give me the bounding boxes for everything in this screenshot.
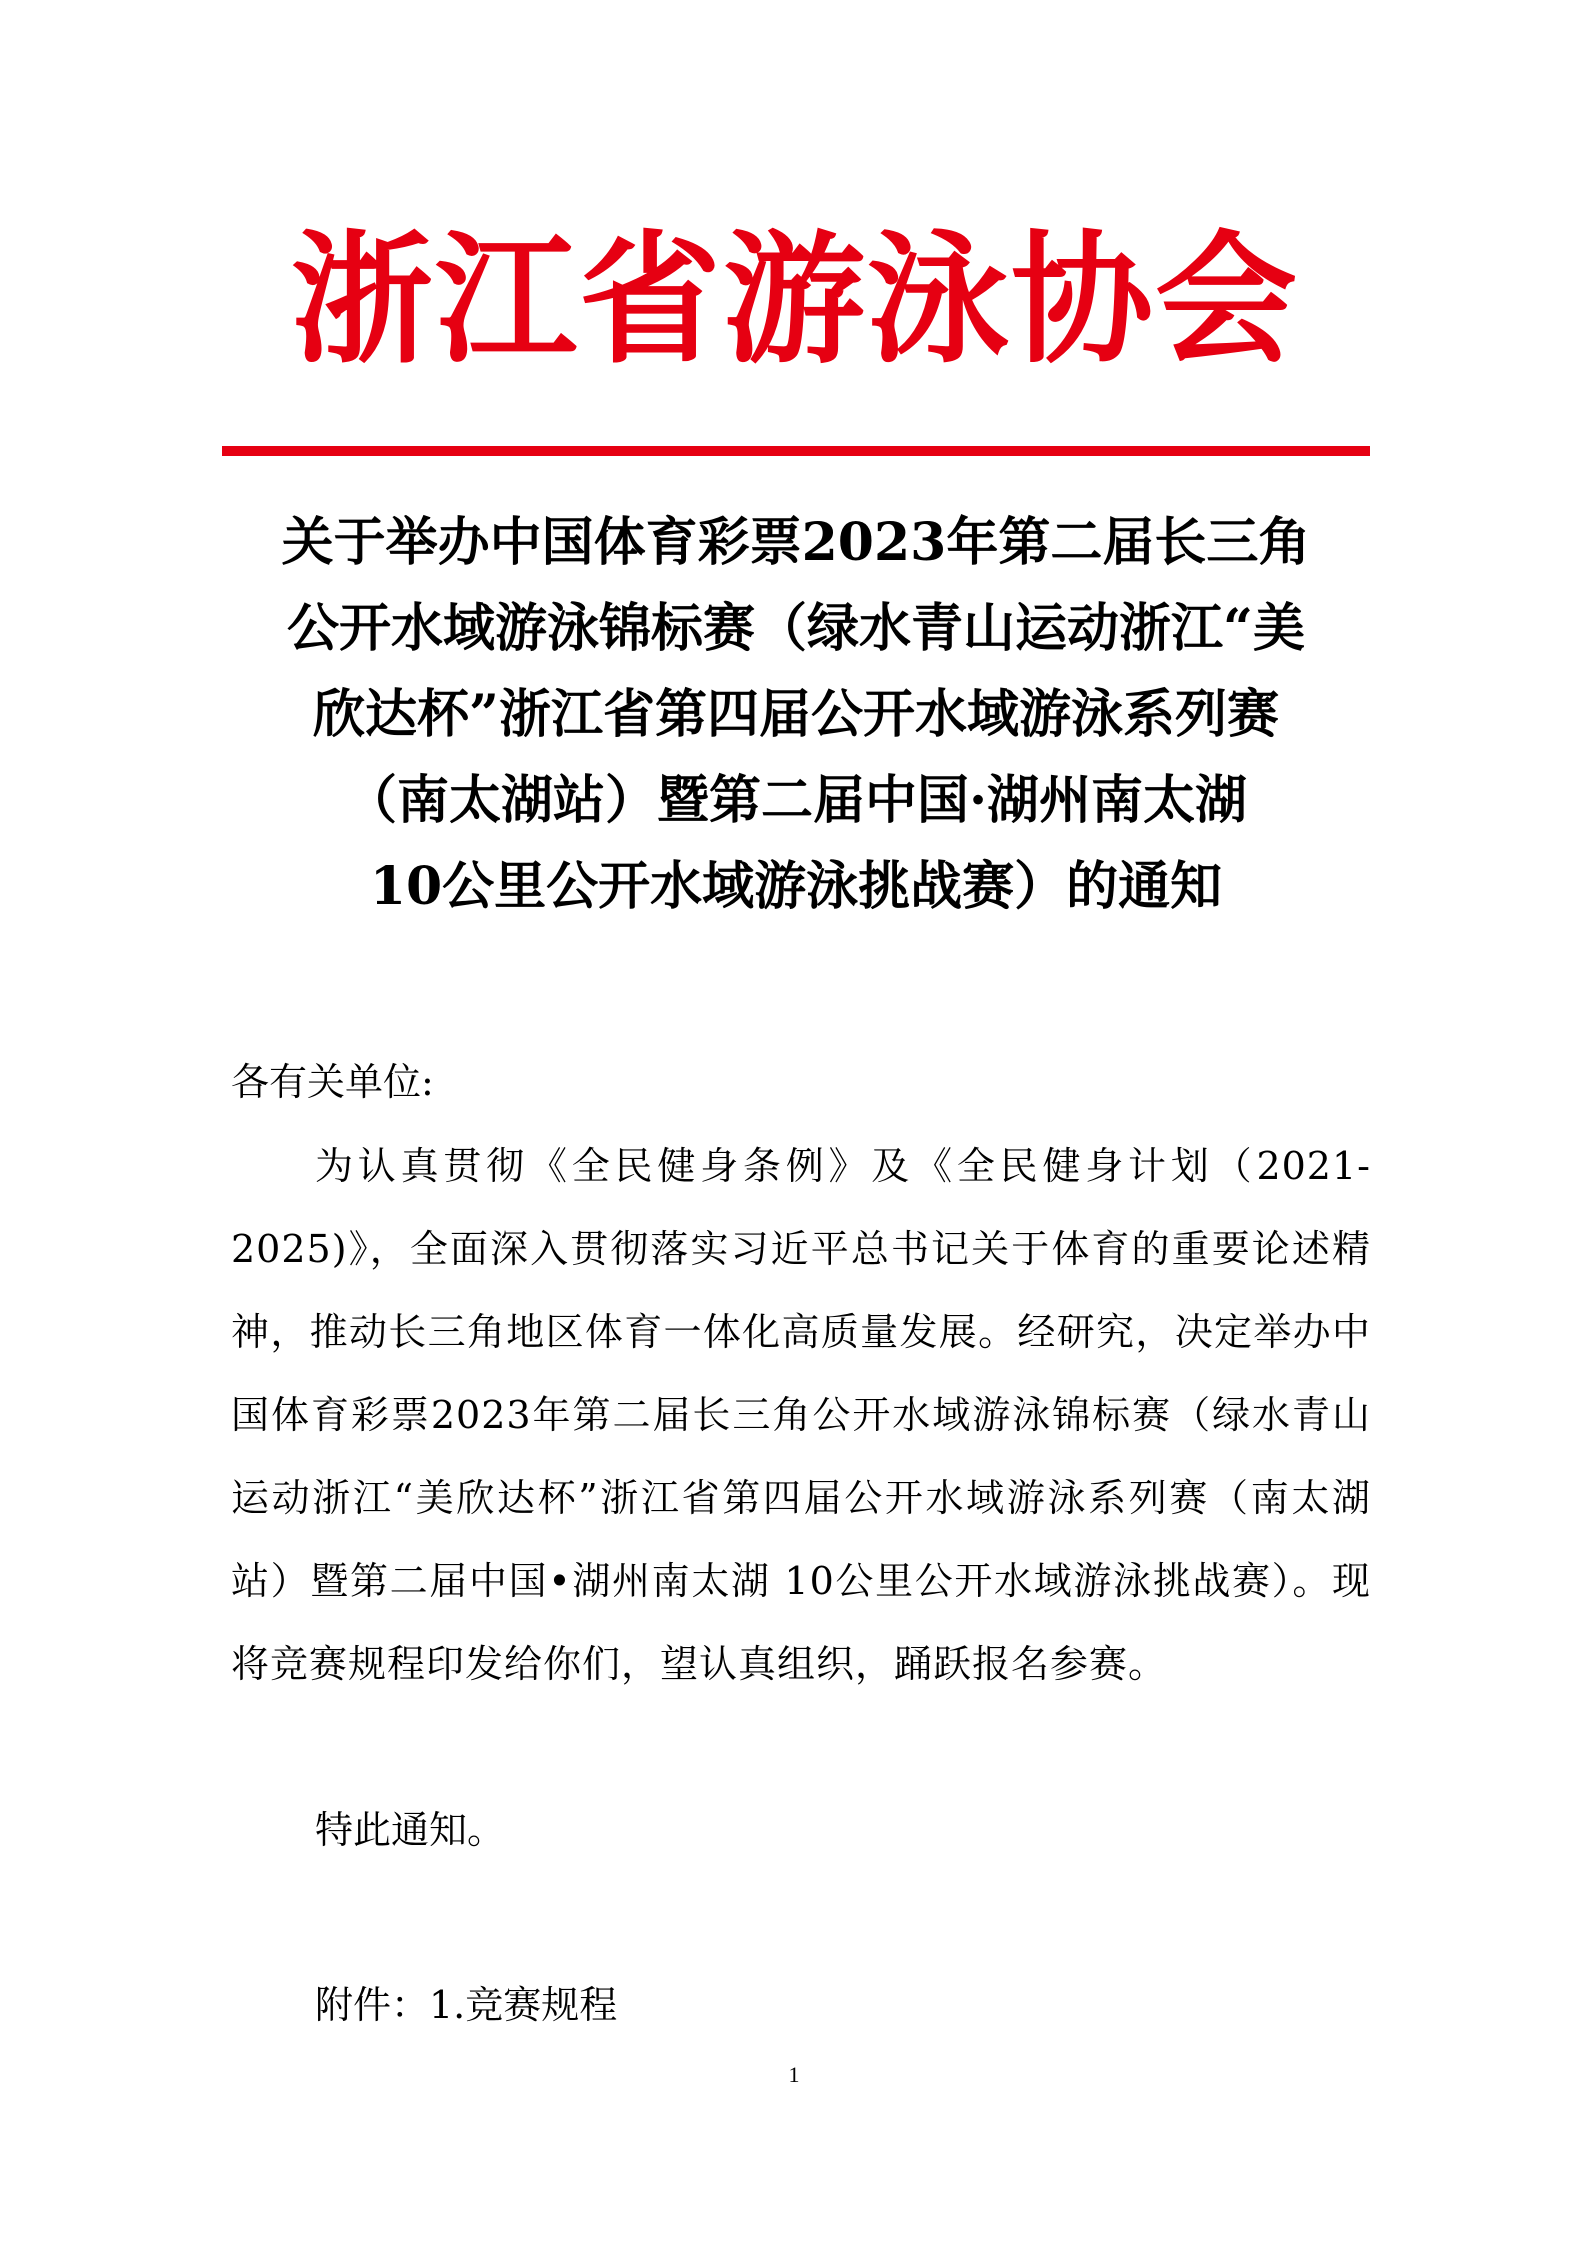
document-title: [222, 500, 1370, 930]
title-line: 公开水域游泳锦标赛（绿水青山运动浙江“美: [287, 598, 1305, 659]
masthead-divider: [222, 446, 1370, 456]
page-number: 1: [788, 2062, 800, 2087]
title-line: 关于举办中国体育彩票2023年第二届长三角: [281, 512, 1311, 573]
attachment-line: 附件：1.竞赛规程: [315, 1983, 618, 2027]
body-paragraph: 为认真贯彻《全民健身条例》及《全民健身计划（2021-2025)》，全面深入贯彻落实习近平总书记关于体育的重要论述精神，推动长三角地区体育一体化高质量发展。经研究，决定举办中国体育彩票2023年第二届长三角公开水域游泳锦标赛（绿水青山运动浙江“美欣达杯”浙江省第四届公开水域游泳系列赛（南太湖站）暨第二届中国•湖州南太湖 10公里公开水域游泳挑战赛）。现将竞赛规程印发给你们，望认真组织，踊跃报名参赛。: [231, 1144, 1371, 1686]
salutation: 各有关单位:: [231, 1060, 434, 1104]
closing-line: 特此通知。: [315, 1808, 506, 1852]
title-line: 欣达杯”浙江省第四届公开水域游泳系列赛: [313, 684, 1279, 745]
title-line: （南太湖站）暨第二届中国·湖州南太湖: [344, 770, 1248, 831]
masthead-org-name: 浙江省游泳协会: [291, 217, 1299, 383]
title-line: 10公里公开水域游泳挑战赛）的通知: [369, 856, 1223, 917]
